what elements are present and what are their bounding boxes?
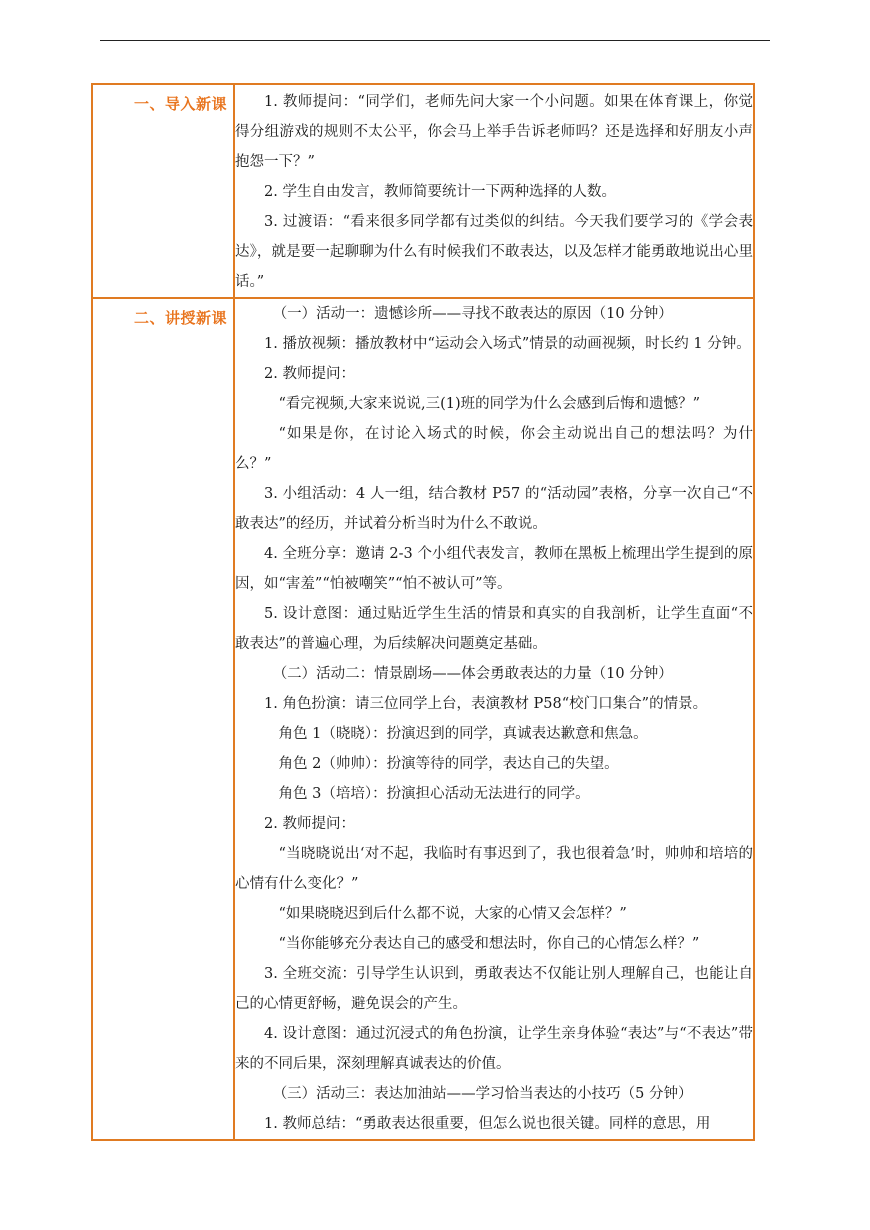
activity-heading: （二）活动二：情景剧场——体会勇敢表达的力量（10 分钟） [272,666,673,682]
section-row-new-lesson [92,298,754,1140]
paragraph: 1. 教师总结：“勇敢表达很重要，但怎么说也很关键。同样的意思，用 [264,1116,711,1132]
paragraph: 4. 全班分享：邀请 2-3 个小组代表发言，教师在黑板上梳理出学生提到的原因，如“害羞”“怕被嘲笑”“怕不被认可”等。 [235,546,753,592]
paragraph: 5. 设计意图：通过贴近学生生活的情景和真实的自我剖析，让学生直面“不敢表达”的普遍心理，为后续解决问题奠定基础。 [235,606,753,652]
paragraph: 1. 角色扮演：请三位同学上台，表演教材 P58“校门口集合”的情景。 [264,696,708,712]
question-quote: “看完视频,大家来说说,三(1)班的同学为什么会感到后悔和遗憾？” [278,396,701,412]
lesson-plan-table [91,83,755,1141]
section-label-intro: 一、导入新课 [133,95,227,113]
section-label-new-lesson: 二、讲授新课 [133,309,227,327]
activity-heading: （一）活动一：遗憾诊所——寻找不敢表达的原因（10 分钟） [272,306,673,322]
role-line: 角色 3（培培）：扮演担心活动无法进行的同学。 [278,786,590,802]
activity-heading: （三）活动三：表达加油站——学习恰当表达的小技巧（5 分钟） [272,1086,693,1102]
header-rule [100,40,770,41]
role-line: 角色 2（帅帅）：扮演等待的同学，表达自己的失望。 [278,756,619,772]
paragraph: 2. 教师提问： [264,366,355,382]
section-content-intro [234,84,754,298]
question-quote: “当你能够充分表达自己的感受和想法时，你自己的心情怎么样？” [278,936,700,952]
paragraph: 1. 教师提问：“同学们，老师先问大家一个小问题。如果在体育课上，你觉得分组游戏的规则不太公平，你会马上举手告诉老师吗？还是选择和好朋友小声抱怨一下？” [235,94,753,170]
section-label-cell [92,298,234,1140]
section-content-new-lesson [234,298,754,1140]
role-line: 角色 1（晓晓）：扮演迟到的同学，真诚表达歉意和焦急。 [278,726,648,742]
paragraph: 2. 学生自由发言，教师简要统计一下两种选择的人数。 [264,184,616,200]
section-row-intro [92,84,754,298]
question-quote: “如果是你，在讨论入场式的时候，你会主动说出自己的想法吗？为什么？” [235,426,753,472]
paragraph: 3. 小组活动：4 人一组，结合教材 P57 的“活动园”表格，分享一次自己“不敢表达”的经历，并试着分析当时为什么不敢说。 [235,486,753,532]
question-quote: “如果晓晓迟到后什么都不说，大家的心情又会怎样？” [278,906,627,922]
paragraph: 2. 教师提问： [264,816,355,832]
section-label-cell [92,84,234,298]
paragraph: 3. 全班交流：引导学生认识到，勇敢表达不仅能让别人理解自己，也能让自己的心情更舒畅，避免误会的产生。 [235,966,753,1012]
paragraph: 3. 过渡语：“看来很多同学都有过类似的纠结。今天我们要学习的《学会表达》，就是要一起聊聊为什么有时候我们不敢表达，以及怎样才能勇敢地说出心里话。” [235,214,753,290]
paragraph: 4. 设计意图：通过沉浸式的角色扮演，让学生亲身体验“表达”与“不表达”带来的不同后果，深刻理解真诚表达的价值。 [235,1026,753,1072]
question-quote: “当晓晓说出‘对不起，我临时有事迟到了，我也很着急’时，帅帅和培培的心情有什么变化？” [235,846,753,892]
paragraph: 1. 播放视频：播放教材中“运动会入场式”情景的动画视频，时长约 1 分钟。 [264,336,751,352]
